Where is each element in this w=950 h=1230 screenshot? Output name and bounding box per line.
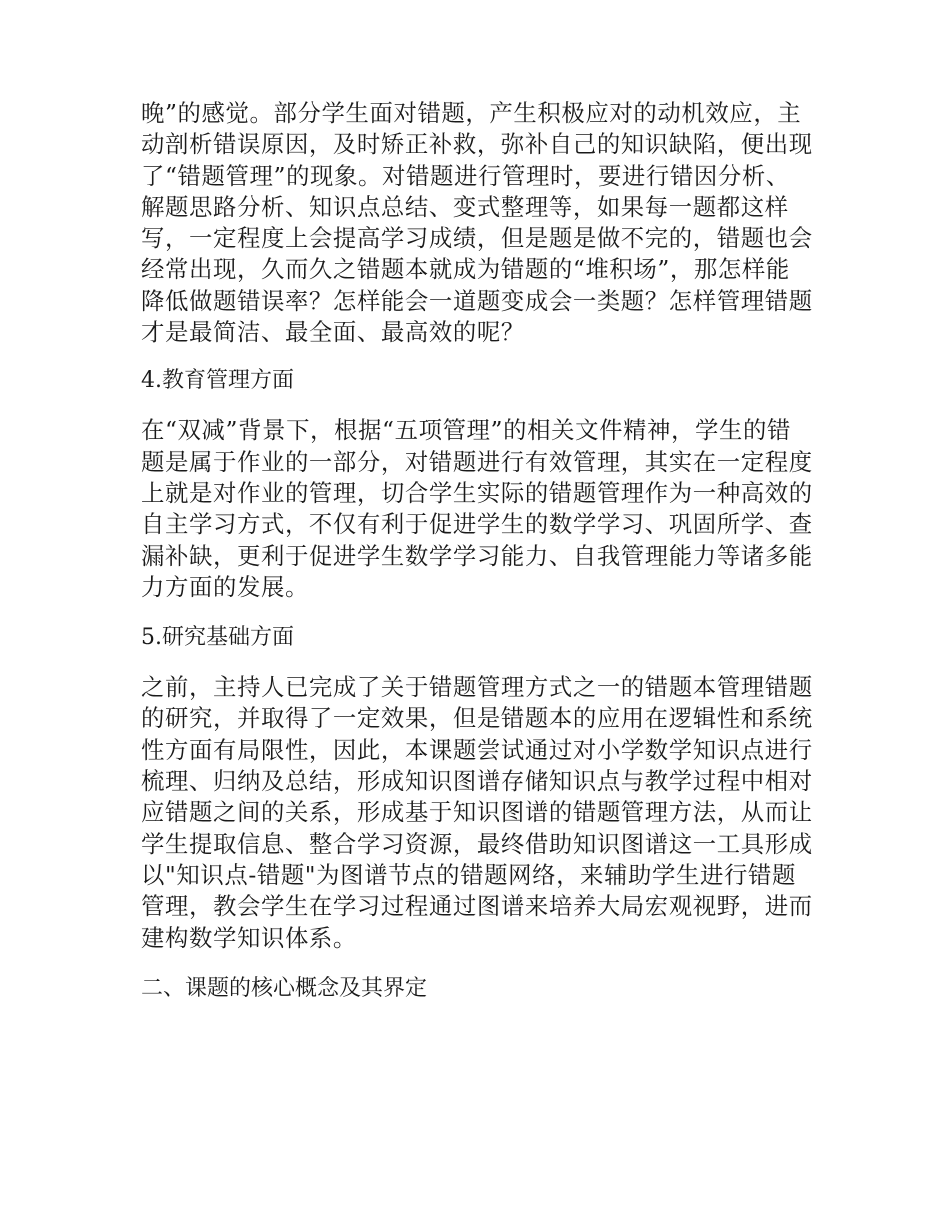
paragraph-double-reduction: 在“双减”背景下，根据“五项管理”的相关文件精神，学生的错题是属于作业的一部分，对错题进行有效管理，其实在一定程度上就是对作业的管理，切合学生实际的错题管理作为一种高效的自主学习方式，不仅有利于促进学生的数学学习、巩固所学、查漏补缺，更利于促进学生数学学习能力、自我管理能力等诸多能力方面的发展。: [141, 416, 813, 601]
section-heading-core-concepts: 二、课题的核心概念及其界定: [141, 975, 428, 1001]
paragraph-error-management: 晚”的感觉。部分学生面对错题，产生积极应对的动机效应，主动剖析错误原因，及时矫正补救，弥补自己的知识缺陷，便出现了“错题管理”的现象。对错题进行管理时，要进行错因分析、解题思路分析、知识点总结、变式整理等，如果每一题都这样写，一定程度上会提高学习成绩，但是题是做不完的，错题也会经常出现，久而久之错题本就成为错题的“堆积场”，那怎样能降低做题错误率？怎样能会一道题变成会一类题？怎样管理错题才是最简洁、最全面、最高效的呢？: [141, 99, 813, 347]
heading-education-management: 4.教育管理方面: [141, 368, 294, 394]
document-page: [141, 98, 813, 1004]
paragraph-research-basis: 之前，主持人已完成了关于错题管理方式之一的错题本管理错题的研究，并取得了一定效果，但是错题本的应用在逻辑性和系统性方面有局限性，因此，本课题尝试通过对小学数学知识点进行梳理、归纳及总结，形成知识图谱存储知识点与教学过程中相对应错题之间的关系，形成基于知识图谱的错题管理方法，从而让学生提取信息、整合学习资源，最终借助知识图谱这一工具形成以"知识点-错题"为图谱节点的错题网络，来辅助学生进行错题管理，教会学生在学习过程通过图谱来培养大局宏观视野，进而建构数学知识体系。: [141, 673, 813, 952]
heading-research-basis: 5.研究基础方面: [141, 625, 294, 651]
